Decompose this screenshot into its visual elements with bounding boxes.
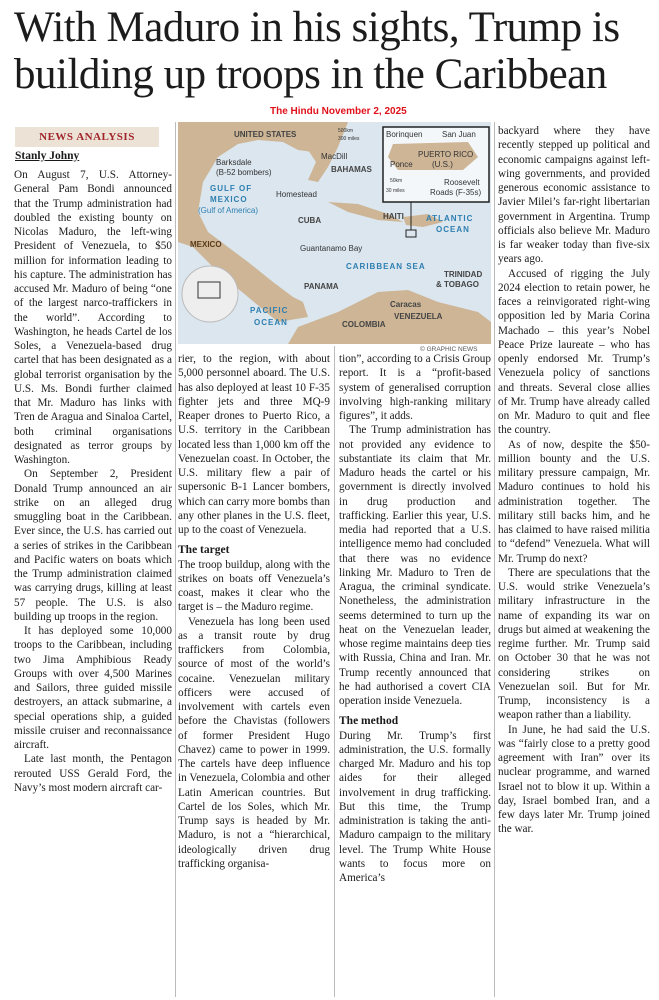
- subheading: The target: [178, 544, 230, 557]
- paragraph: In June, he had said the U.S. was “fairly close to a pretty good agreement with Iran” over its nuclear programme, and warned Israel not to blow it up. Within a day, Israel bombed Iran, and a few days later Mr. Trump joined the war.: [498, 723, 650, 836]
- column-1: [14, 168, 172, 795]
- map-label-atlantic: ATLANTIC: [426, 214, 474, 223]
- column-divider: [175, 122, 176, 997]
- map-label-sanjuan: San Juan: [442, 130, 476, 139]
- paragraph: The Trump administration has not provided any evidence to substantiate its claim that Mr. Maduro heads the cartel or his government is directly involved in drug production and trafficking. Earlier this year, U.S. media had reported that a U.S. intelligence memo had concluded that there was no evidence linking Mr. Maduro to Tren de Aragua, the criminal syndicate. Nonetheless, the administration seems determined to turn up the heat on the Venezuelan leader, whose regime maintains deep ties with Russia, China and Iran. Mr. Trump recently announced that he had authorised a covert CIA operation inside Venezuela.: [339, 424, 491, 707]
- map-label-ponce: Ponce: [390, 160, 413, 169]
- map-label-gulf: MEXICO: [210, 195, 248, 204]
- map-credit: © GRAPHIC NEWS: [420, 346, 478, 353]
- paragraph: backyard where they have recently stepped up political and economic campaigns against left-wing governments, and provided generous economic assistance to Javier Milei’s far-right libertarian government in Argentina. Trump officials also believe Mr. Maduro is far weaker today than five-six years ago.: [498, 125, 650, 266]
- paragraph: As of now, despite the $50-million bounty and the U.S. military pressure campaign, Mr. Maduro continues to hold his administration together. The military still backs him, and he has claimed to have raised militia to “defend” Venezuela. What will Mr. Trump do next?: [498, 438, 650, 565]
- map-label-mexico: MEXICO: [190, 240, 222, 249]
- headline: With Maduro in his sights, Trump is building up troops in the Caribbean: [14, 4, 620, 98]
- paragraph: Late last month, the Pentagon rerouted USS Gerald Ford, the Navy’s most modern aircraft car-: [14, 753, 172, 794]
- paragraph: It has deployed some 10,000 troops to the Caribbean, including two Jima Amphibious Ready Groups with over 4,500 Marines and Sailors, three guided missile destroyers, an attack submarine, a special operations ship, a guided missile cruiser and reconnaissance aircraft.: [14, 625, 172, 751]
- map-label-caracas: Caracas: [390, 300, 422, 309]
- column-divider: [334, 346, 335, 997]
- paragraph: The troop buildup, along with the strikes on boats off Venezuela’s coast, makes it clear who the target is – the Maduro regime.: [178, 558, 330, 614]
- map-label-colombia: COLOMBIA: [342, 320, 386, 329]
- column-2: [178, 352, 330, 871]
- map-label-atlantic: OCEAN: [436, 225, 470, 234]
- map-scale: 30 miles: [386, 188, 405, 194]
- map-label-cuba: CUBA: [298, 216, 322, 225]
- column-divider: [494, 122, 495, 997]
- map-label-haiti: HAITI: [383, 212, 404, 221]
- section-label: NEWS ANALYSIS: [15, 127, 159, 147]
- paragraph: There are speculations that the U.S. would strike Venezuela’s military infrastructure in the name of expanding its war on drugs but aimed at weakening the regime further. Mr. Trump said on October 30 that he was not considering strikes on Venezuelan soil. But for Mr. Trump, inconsistency is a weapon rather than a liability.: [498, 566, 650, 722]
- map-label-puerto-rico: PUERTO RICO: [418, 150, 474, 159]
- map-label-panama: PANAMA: [304, 282, 339, 291]
- map-label-borinquen: Borinquen: [386, 130, 423, 139]
- paragraph: Venezuela has long been used as a transit route by drug traffickers from Colombia, source of most of the world’s cocaine. Venezuelan military officers were accused of involvement with cartels even before the Chavistas (followers of former President Hugo Chavez) came to power in 1999. The cartels have deep influence in Venezuela, Colombia and other Latin American countries. But Cartel de los Soles, which Mr. Trump says is headed by Mr. Maduro, is not a “hierarchical, ideologically driven drug trafficking organisa-: [178, 615, 330, 870]
- map-label-barksdale-note: (B-52 bombers): [216, 168, 272, 177]
- source-note: The Hindu November 2, 2025: [270, 106, 407, 117]
- column-4: [498, 124, 650, 837]
- map-label-bahamas: BAHAMAS: [331, 165, 372, 174]
- map-scale: 50km: [390, 178, 403, 184]
- paragraph: On August 7, U.S. Attorney-General Pam Bondi announced that the Trump administration had doubled the existing bounty on Nicolas Maduro, the left-wing President of Venezuela, to $50 million for information leading to his capture. The administration has accused Mr. Maduro of being “one of the largest narco-traffickers in the world”. According to Washington, he heads Cartel de los Soles, a Venezuela-based drug cartel that has been designated as a global terrorist organisation by the U.S. Ms. Bondi further claimed that Mr. Maduro has links with Tren de Aragua and Sinaloa Cartel, both criminal organisations designated as terror groups by Washington.: [14, 169, 172, 466]
- map-label-gulf: GULF OF: [210, 184, 253, 193]
- map-label-roosevelt: Roosevelt: [444, 178, 480, 187]
- paragraph: During Mr. Trump’s first administration, the U.S. formally charged Mr. Maduro and his top aides for their alleged involvement in drug trafficking. But this time, the Trump administration is taking the anti-Maduro campaign to the military level. The Trump White House wants to focus more on America’s: [339, 729, 491, 884]
- map-label-macdill: MacDill: [321, 152, 348, 161]
- paragraph: tion”, according to a Crisis Group report. It is a “profit-based system of generalised corruption involving high-ranking military figures”, it adds.: [339, 353, 491, 422]
- paragraph: rier, to the region, with about 5,000 personnel aboard. The U.S. has also deployed at least 10 F-35 fighter jets and three MQ-9 Reaper drones to Puerto Rico, a U.S. territory in the Caribbean located less than 1,000 km off the Venezuelan coast. In October, the U.S. military flew a pair of supersonic B-1 Lancer bombers, which can carry more bombs than any other planes in the U.S. fleet, up to the coast of Venezuela.: [178, 353, 330, 536]
- map-label-venezuela: VENEZUELA: [394, 312, 443, 321]
- map-label-puerto-rico: (U.S.): [432, 160, 453, 169]
- map-label-pacific: OCEAN: [254, 318, 288, 327]
- caribbean-map: [178, 122, 491, 344]
- map-scale: 500km: [338, 128, 354, 134]
- map-label-us: UNITED STATES: [234, 130, 297, 139]
- paragraph: On September 2, President Donald Trump announced an air strike on an alleged drug smuggling boat in the Caribbean. Ever since, the U.S. has carried out a series of strikes in the Caribbean and Pacific waters on boats which the Trump administration claimed was carrying drugs, killing at least 57 people. The U.S. is also building up troops in the region.: [14, 468, 172, 623]
- map-label-barksdale: Barksdale: [216, 158, 252, 167]
- map-label-homestead: Homestead: [276, 190, 317, 199]
- paragraph: Accused of rigging the July 2024 election to retain power, he faces a reinvigorated right-wing opposition led by Maria Corina Machado – this year’s Nobel Peace Prize laureate – who has openly endorsed Mr. Trump’s Venezuela policy of sanctions and threats. Several close allies of Mr. Trump have already called on Mr. Maduro to quit and flee the country.: [498, 267, 650, 437]
- map-label-roosevelt: Roads (F-35s): [430, 188, 482, 197]
- map-label-guantanamo: Guantanamo Bay: [300, 244, 363, 253]
- byline[interactable]: Stanly Johny: [15, 150, 80, 162]
- column-3: [339, 352, 491, 885]
- map-scale: 300 miles: [338, 136, 360, 142]
- map-label-trinidad: & TOBAGO: [436, 280, 479, 289]
- map-label-gulf-america: (Gulf of America): [198, 206, 259, 215]
- map-label-caribbean: CARIBBEAN SEA: [346, 262, 426, 271]
- subheading: The method: [339, 715, 399, 728]
- map-label-trinidad: TRINIDAD: [444, 270, 483, 279]
- map-label-pacific: PACIFIC: [250, 306, 289, 315]
